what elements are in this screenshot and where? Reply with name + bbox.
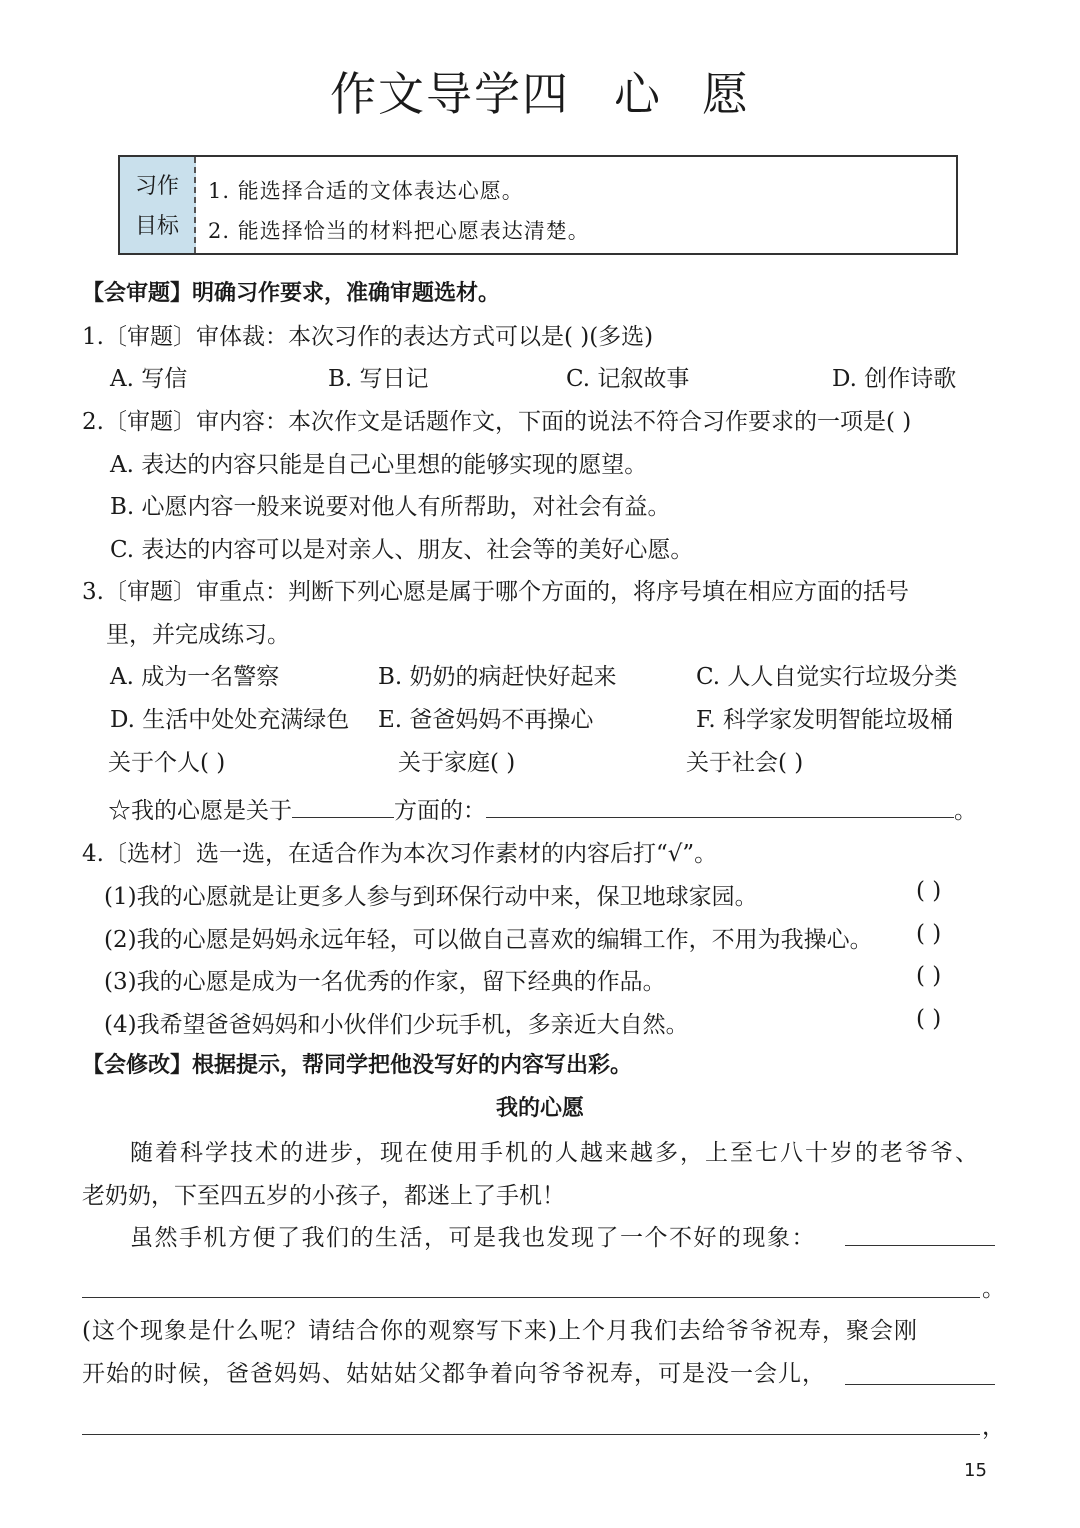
star-blank-aspect[interactable]	[292, 795, 394, 818]
star-line-end: 。	[954, 798, 977, 824]
section-label-revise: 【会修改】	[82, 1053, 193, 1078]
title-part2: 心	[614, 67, 662, 121]
essay-p3-line1: (这个现象是什么呢？请结合你的观察写下来)上个月我们去给爷爷祝寿，聚会刚	[82, 1318, 918, 1344]
essay-p1-line1: 随着科学技术的进步，现在使用手机的人越来越多，上至七八十岁的老爷爷、	[130, 1140, 980, 1166]
q3-category-society[interactable]: 关于社会( )	[686, 750, 804, 776]
q4-answer-paren-4[interactable]: ( )	[916, 1006, 942, 1032]
section-label-review: 【会审题】	[82, 281, 193, 306]
q1-option-d: D. 创作诗歌	[832, 366, 957, 392]
title-part1: 作文导学四	[330, 67, 570, 121]
q1-option-a: A. 写信	[110, 366, 188, 392]
goal-head-line2: 目标	[134, 214, 179, 239]
q3-option-f: F. 科学家发明智能垃圾桶	[696, 707, 953, 733]
question-3-stem-line2: 里，并完成练习。	[106, 622, 290, 648]
question-2-stem: 2.〔审题〕审内容：本次作文是话题作文，下面的说法不符合习作要求的一项是( )	[82, 409, 912, 435]
q3-category-family[interactable]: 关于家庭( )	[398, 750, 516, 776]
goal-item-2: 2. 能选择恰当的材料把心愿表达清楚。	[208, 219, 590, 243]
goal-box	[118, 155, 958, 255]
page-number: 15	[964, 1460, 987, 1481]
section-heading-revise	[82, 1048, 632, 1079]
title-part3: 愿	[702, 67, 750, 121]
question-4-stem: 4.〔选材〕选一选，在适合作为本次习作素材的内容后打“√”。	[82, 841, 718, 867]
question-3-stem-line1: 3.〔审题〕审重点：判断下列心愿是属于哪个方面的，将序号填在相应方面的括号	[82, 579, 909, 605]
essay-p2-line1: 虽然手机方便了我们的生活，可是我也发现了一个不好的现象：	[130, 1225, 816, 1251]
q2-option-b: B. 心愿内容一般来说要对他人有所帮助，对社会有益。	[110, 494, 671, 520]
q2-option-a: A. 表达的内容只能是自己心里想的能够实现的愿望。	[110, 452, 648, 478]
star-line-middle: 方面的：	[394, 798, 486, 824]
section-text-review: 明确习作要求，准确审题选材。	[192, 281, 501, 306]
q4-answer-paren-2[interactable]: ( )	[916, 921, 942, 947]
star-line-prefix: ☆我的心愿是关于	[108, 798, 292, 824]
q2-option-c: C. 表达的内容可以是对亲人、朋友、社会等的美好心愿。	[110, 537, 694, 563]
q1-option-b: B. 写日记	[328, 366, 429, 392]
essay-p2-end: 。	[982, 1276, 1005, 1302]
essay-p3-line2: 开始的时候，爸爸妈妈、姑姑姑父都争着向爷爷祝寿，可是没一会儿，	[82, 1361, 826, 1387]
q3-category-personal[interactable]: 关于个人( )	[108, 750, 226, 776]
q4-item-4: (4)我希望爸爸妈妈和小伙伴们少玩手机，多亲近大自然。	[104, 1012, 689, 1038]
q4-item-2: (2)我的心愿是妈妈永远年轻，可以做自己喜欢的编辑工作，不用为我操心。	[104, 927, 873, 953]
q4-item-1: (1)我的心愿就是让更多人参与到环保行动中来，保卫地球家园。	[104, 884, 758, 910]
star-line	[108, 792, 977, 825]
q4-answer-paren-1[interactable]: ( )	[916, 878, 942, 904]
section-heading-review	[82, 276, 500, 307]
goal-item-1: 1. 能选择合适的文体表达心愿。	[208, 179, 524, 203]
q4-item-3: (3)我的心愿是成为一名优秀的作家，留下经典的作品。	[104, 969, 666, 995]
essay-blank-1a[interactable]	[845, 1245, 995, 1246]
q3-option-e: E. 爸爸妈妈不再操心	[378, 707, 594, 733]
essay-p1-line2: 老奶奶，下至四五岁的小孩子，都迷上了手机！	[82, 1183, 565, 1209]
essay-p3-end: ，	[982, 1414, 1005, 1440]
question-1-stem: 1.〔审题〕审体裁：本次习作的表达方式可以是( )(多选)	[82, 324, 654, 350]
essay-blank-2a[interactable]	[845, 1384, 995, 1385]
essay-blank-2b[interactable]	[82, 1434, 980, 1435]
goal-head	[120, 157, 196, 253]
q3-option-c: C. 人人自觉实行垃圾分类	[696, 664, 958, 690]
q3-option-b: B. 奶奶的病赶快好起来	[378, 664, 617, 690]
page-title	[0, 58, 1080, 124]
q1-option-c: C. 记叙故事	[566, 366, 690, 392]
q3-option-a: A. 成为一名警察	[110, 664, 280, 690]
essay-blank-1b[interactable]	[82, 1297, 980, 1298]
star-blank-wish[interactable]	[486, 795, 954, 818]
section-text-revise: 根据提示，帮同学把他没写好的内容写出彩。	[192, 1053, 633, 1078]
q3-option-d: D. 生活中处处充满绿色	[110, 707, 350, 733]
essay-title: 我的心愿	[495, 1095, 584, 1121]
goal-head-line1: 习作	[134, 174, 179, 199]
q4-answer-paren-3[interactable]: ( )	[916, 963, 942, 989]
